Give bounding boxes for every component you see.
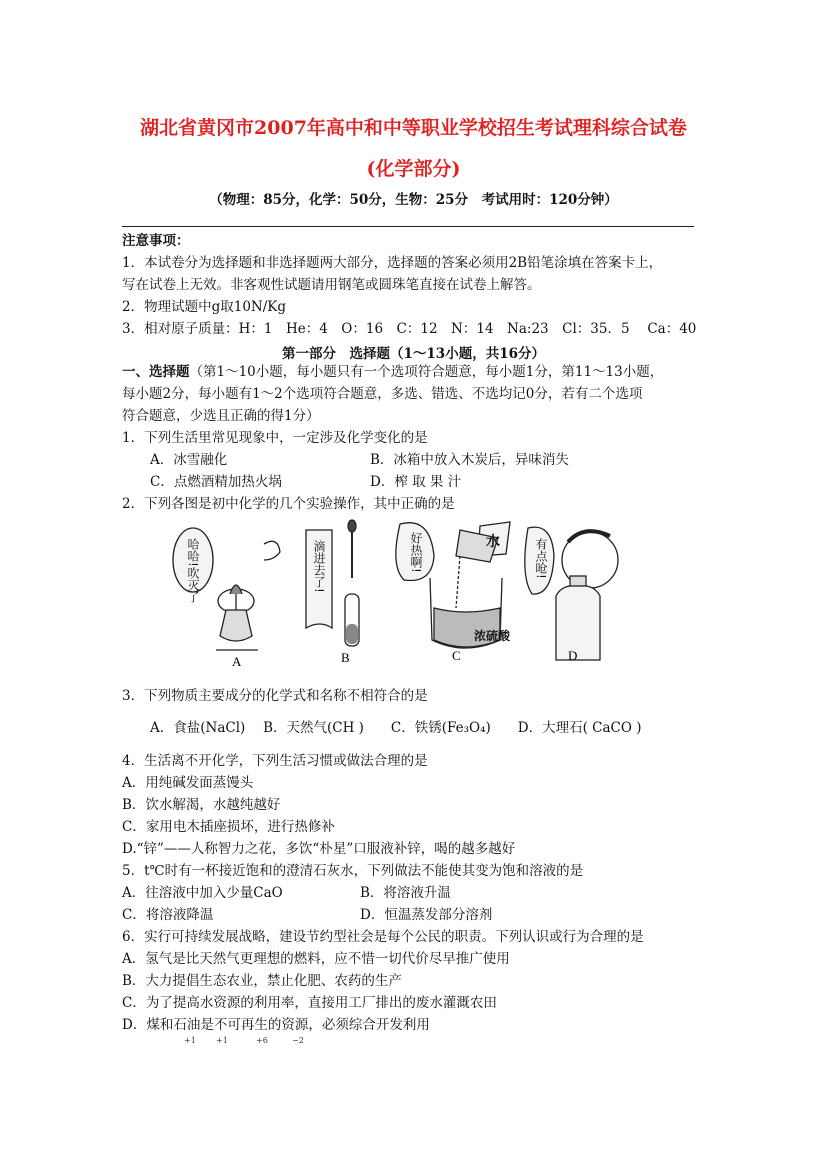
notes-heading: 注意事项： <box>122 233 190 249</box>
q5-stem: 5．t℃时有一杯接近饱和的澄清石灰水，下列做法不能使其变为饱和溶液的是 <box>122 863 584 879</box>
alcohol-lamp-icon <box>220 610 252 641</box>
part1-intro-line-2: 每小题2分，每小题有1～2个选项符合题意，多选、错选、不选均记0分，若有二个选项 <box>122 386 643 402</box>
charge-mark: +1 <box>216 1036 228 1045</box>
section-label: 一、选择题 <box>122 364 190 380</box>
q4-option-b: B．饮水解渴，水越纯越好 <box>122 797 281 813</box>
part1-intro-line-3: 符合题意，少选且正确的得1分） <box>122 408 320 424</box>
q3-options: A．食盐(NaCl) B．天然气(CH ) C．铁锈(Fe₃O₄) D．大理石( CaCO ) <box>150 720 642 736</box>
header-divider <box>122 226 694 227</box>
q4-option-d: D.“锌”——人称智力之花，多饮“朴星”口服液补锌，喝的越多越好 <box>122 841 516 857</box>
charge-mark: +1 <box>184 1036 196 1045</box>
bubble-text-d: 有点呛! <box>534 538 548 579</box>
exam-subtitle: (化学部分) <box>366 158 461 180</box>
q1-stem: 1．下列生活里常见现象中，一定涉及化学变化的是 <box>122 430 428 446</box>
water-label: 水 <box>486 534 500 550</box>
note-3: 3．相对原子质量：H：1 He：4 O：16 C：12 N：14 Na:23 Cl：35．5 Ca：40 <box>122 321 697 337</box>
q5-option-b: B．将溶液升温 <box>360 885 451 901</box>
part1-intro-text: （第1～10小题，每小题只有一个选项符合题意，每小题1分，第11～13小题， <box>189 364 664 380</box>
q6-option-a: A．氢气是比天然气更理想的燃料，应不惜一切代价尽早推广使用 <box>122 951 510 967</box>
bubble-text-c: 好热啊! <box>409 532 423 573</box>
note-1-line-2: 写在试卷上无效。非客观性试题请用钢笔或圆珠笔直接在试卷上解答。 <box>122 277 541 293</box>
q4-option-a: A．用纯碱发面蒸馒头 <box>122 775 254 791</box>
q1-option-a: A．冰雪融化 <box>150 452 228 468</box>
figure-label-c: C <box>452 648 461 663</box>
bubble-text-a: 哈哈!吹灭了 <box>186 538 200 603</box>
charge-mark: −2 <box>292 1036 304 1045</box>
face-a <box>264 541 280 560</box>
score-info: （物理：85分，化学：50分，生物：25分 考试用时：120分钟） <box>209 192 618 208</box>
lab-operations-illustration <box>160 516 620 674</box>
part1-heading: 第一部分 选择题（1～13小题，共16分） <box>282 346 545 362</box>
q5-option-d: D．恒温蒸发部分溶剂 <box>360 907 493 923</box>
gas-bottle-icon <box>556 586 600 660</box>
lab-operations-figure <box>160 516 620 674</box>
q6-option-c: C．为了提高水资源的利用率，直接用工厂排出的废水灌溉农田 <box>122 995 497 1011</box>
figure-label-b: B <box>341 650 350 665</box>
q5-option-c: C．将溶液降温 <box>122 907 214 923</box>
q4-option-c: C．家用电木插座损坏，进行热修补 <box>122 819 335 835</box>
sulfuric-acid-label: 浓硫酸 <box>474 629 511 643</box>
q1-option-c: C．点燃酒精加热火埚 <box>150 474 282 490</box>
bubble-text-b: 滴进去了! <box>312 540 326 593</box>
q2-stem: 2．下列各图是初中化学的几个实验操作，其中正确的是 <box>122 496 455 512</box>
exam-title: 湖北省黄冈市2007年高中和中等职业学校招生考试理科综合试卷 <box>140 117 687 139</box>
q6-option-b: B．大力提倡生态农业，禁止化肥、农药的生产 <box>122 973 402 989</box>
part1-intro-line-1 <box>122 364 663 380</box>
note-2: 2．物理试题中g取10N/Kg <box>122 299 286 315</box>
q6-option-d: D．煤和石油是不可再生的资源，必须综合开发利用 <box>122 1017 430 1033</box>
q4-stem: 4．生活离不开化学，下列生活习惯或做法合理的是 <box>122 753 428 769</box>
figure-label-d: D <box>568 648 578 663</box>
q1-option-b: B．冰箱中放入木炭后，异味消失 <box>370 452 569 468</box>
note-1-line-1: 1．本试卷分为选择题和非选择题两大部分，选择题的答案必须用2B铅笔涂填在答案卡上， <box>122 255 663 271</box>
q1-option-d: D．榨 取 果 汁 <box>370 474 462 490</box>
q5-option-a: A．往溶液中加入少量CaO <box>122 885 283 901</box>
q3-stem: 3．下列物质主要成分的化学式和名称不相符合的是 <box>122 688 428 704</box>
figure-label-a: A <box>232 654 242 669</box>
q6-stem: 6．实行可持续发展战略，建设节约型社会是每个公民的职责。下列认识或行为合理的是 <box>122 929 644 945</box>
charge-mark: +6 <box>256 1036 268 1045</box>
